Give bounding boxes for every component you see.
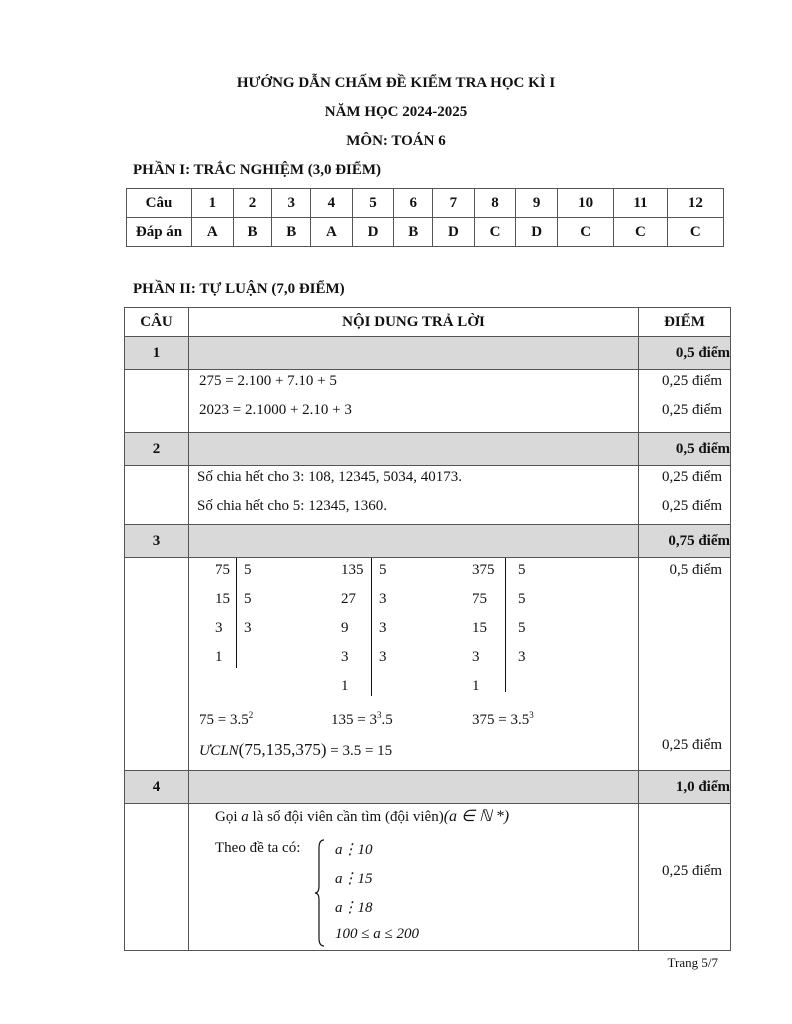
mc-a: B	[394, 218, 433, 247]
mc-row-label: Câu	[127, 189, 192, 218]
div-number: 15	[472, 620, 487, 636]
mc-question-row	[127, 189, 724, 218]
q1-line-1-points: 0,25 điểm	[662, 373, 722, 389]
division-bar	[236, 558, 237, 668]
q4-header-row	[125, 771, 731, 804]
q2-number: 2	[125, 433, 189, 466]
mc-a: C	[474, 218, 516, 247]
q3-points-a: 0,5 điểm	[669, 562, 722, 578]
col-header-content: NỘI DUNG TRẢ LỜI	[189, 308, 639, 337]
div-factor: 3	[244, 620, 252, 636]
div-factor: 5	[244, 591, 252, 607]
div-number: 15	[215, 591, 230, 607]
q1-total-points: 0,5 điểm	[639, 337, 731, 370]
mc-q: 2	[233, 189, 272, 218]
gcd-result: ƯCLN(75,135,375) = 3.5 = 15	[199, 740, 393, 759]
q4-body-row	[125, 804, 731, 951]
q2-line-2-points: 0,25 điểm	[662, 498, 722, 514]
q2-total-points: 0,5 điểm	[639, 433, 731, 466]
multiple-choice-table	[126, 188, 724, 247]
system-eq: a⋮15	[335, 871, 373, 887]
q3-total-points: 0,75 điểm	[639, 525, 731, 558]
mc-q: 7	[433, 189, 475, 218]
q3-header-row	[125, 525, 731, 558]
mc-a: C	[667, 218, 723, 247]
mc-a: C	[558, 218, 614, 247]
mc-a: D	[433, 218, 475, 247]
q1-header-row	[125, 337, 731, 370]
div-factor: 3	[379, 591, 387, 607]
div-number: 75	[472, 591, 487, 607]
q3-number: 3	[125, 525, 189, 558]
factorization-area	[189, 558, 638, 770]
mc-q: 8	[474, 189, 516, 218]
q1-line-2-points: 0,25 điểm	[662, 402, 722, 418]
mc-q: 12	[667, 189, 723, 218]
div-number: 375	[472, 562, 495, 578]
div-number: 3	[472, 649, 480, 665]
answer-table-header	[125, 308, 731, 337]
part1-heading: PHẦN I: TRẮC NGHIỆM (3,0 ĐIỂM)	[133, 162, 382, 178]
div-number: 1	[341, 678, 349, 694]
div-factor: 3	[518, 649, 526, 665]
div-factor: 5	[518, 591, 526, 607]
div-number: 135	[341, 562, 364, 578]
system-eq: a⋮10	[335, 842, 373, 858]
q4-points: 0,25 điểm	[662, 863, 722, 879]
q4-total-points: 1,0 điểm	[639, 771, 731, 804]
div-number: 1	[215, 649, 223, 665]
q4-intro: Gọi a là số đội viên cần tìm (đội viên)(a ∈ ℕ *)	[215, 808, 510, 825]
div-number: 1	[472, 678, 480, 694]
mc-q: 9	[516, 189, 558, 218]
factorization-375: $375 = 3.5^3$	[472, 710, 534, 728]
system-eq: a⋮18	[335, 900, 373, 916]
div-factor: 3	[379, 649, 387, 665]
q1-body-row	[125, 370, 731, 433]
q2-line-1-points: 0,25 điểm	[662, 469, 722, 485]
mc-a: A	[192, 218, 234, 247]
mc-a: A	[311, 218, 353, 247]
mc-q: 1	[192, 189, 234, 218]
div-factor: 5	[379, 562, 387, 578]
mc-q: 3	[272, 189, 311, 218]
system-eq: 100 ≤ a ≤ 200	[335, 926, 419, 942]
mc-answer-row	[127, 218, 724, 247]
q2-body-row	[125, 466, 731, 525]
q3-points-b: 0,25 điểm	[662, 737, 722, 753]
q3-body-row	[125, 558, 731, 771]
title-line-3: MÔN: TOÁN 6	[346, 133, 446, 149]
part2-heading: PHẦN II: TỰ LUẬN (7,0 ĐIỂM)	[133, 281, 345, 297]
div-number: 3	[215, 620, 223, 636]
factorization-75: $75 = 3.5^2$	[199, 710, 254, 728]
div-number: 75	[215, 562, 230, 578]
q1-line-2: 2023 = 2.1000 + 2.10 + 3	[199, 402, 352, 418]
mc-a: B	[272, 218, 311, 247]
division-bar	[505, 558, 506, 692]
mc-a: C	[614, 218, 667, 247]
div-factor: 3	[379, 620, 387, 636]
q4-number: 4	[125, 771, 189, 804]
q1-line-1: 275 = 2.100 + 7.10 + 5	[199, 373, 337, 389]
system-brace	[314, 838, 326, 948]
q2-header-row	[125, 433, 731, 466]
div-number: 9	[341, 620, 349, 636]
title-line-1: HƯỚNG DẪN CHẤM ĐỀ KIỂM TRA HỌC KÌ I	[236, 75, 556, 91]
q2-line-1: Số chia hết cho 3: 108, 12345, 5034, 40173.	[197, 469, 462, 485]
mc-a: B	[233, 218, 272, 247]
div-factor: 5	[518, 620, 526, 636]
factorization-135: $135 = 3^3.5$	[331, 710, 393, 728]
title-line-2: NĂM HỌC 2024-2025	[324, 104, 468, 120]
mc-q: 6	[394, 189, 433, 218]
mc-q: 10	[558, 189, 614, 218]
mc-q: 4	[311, 189, 353, 218]
essay-answer-table	[124, 307, 731, 951]
mc-q: 11	[614, 189, 667, 218]
mc-a: D	[352, 218, 394, 247]
div-number: 27	[341, 591, 356, 607]
q4-theo-de: Theo đề ta có:	[215, 840, 301, 856]
page-number: Trang 5/7	[667, 955, 718, 970]
div-number: 3	[341, 649, 349, 665]
q2-line-2: Số chia hết cho 5: 12345, 1360.	[197, 498, 387, 514]
division-bar	[371, 558, 372, 696]
q1-number: 1	[125, 337, 189, 370]
div-factor: 5	[518, 562, 526, 578]
col-header-points: ĐIỂM	[639, 308, 731, 337]
mc-row-label: Đáp án	[127, 218, 192, 247]
div-factor: 5	[244, 562, 252, 578]
mc-a: D	[516, 218, 558, 247]
col-header-question: CÂU	[125, 308, 189, 337]
mc-q: 5	[352, 189, 394, 218]
